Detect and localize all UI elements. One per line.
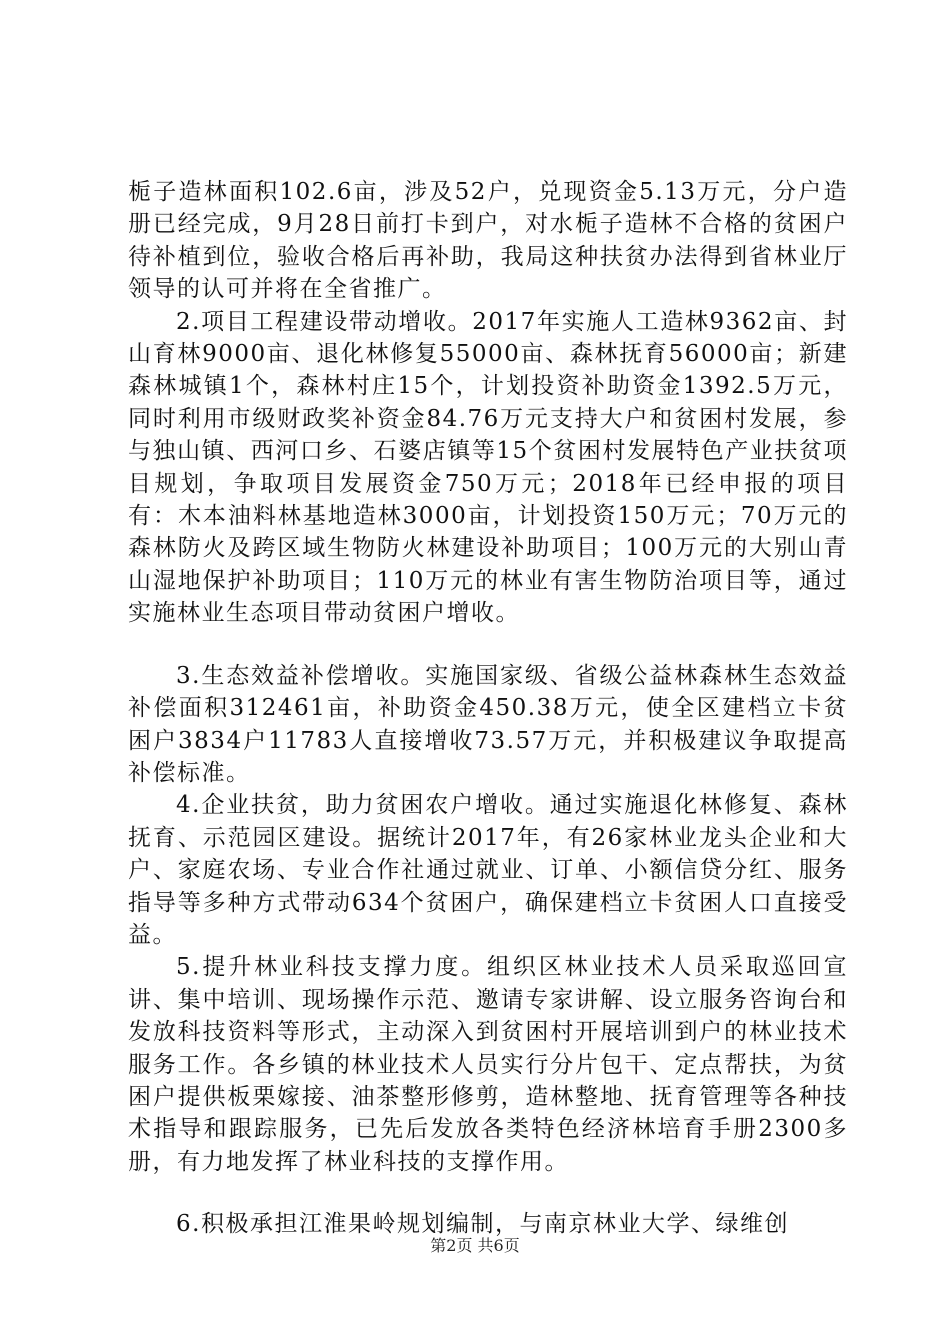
paragraph-ecological-compensation: 3.生态效益补偿增收。实施国家级、省级公益林森林生态效益补偿面积312461亩，补助资金450.38万元，使全区建档立卡贫困户3834户11783人直接增收73.57万元，并积极建议争取提高补偿标准。 bbox=[128, 662, 848, 786]
paragraph-project-construction: 2.项目工程建设带动增收。2017年实施人工造林9362亩、封山育林9000亩、退化林修复55000亩、森林抚育56000亩；新建森林城镇1个，森林村庄15个，计划投资补助资金1392.5万元，同时利用市级财政奖补资金84.76万元支持大户和贫困村发展，参与独山镇、西河口乡、石婆店镇等15个贫困村发展特色产业扶贫项目规划，争取项目发展资金750万元；2018年已经申报的项目有：木本油料林基地造林3000亩，计划投资150万元；70万元的森林防火及跨区域生物防火林建设补助项目；100万元的大别山青山湿地保护补助项目；110万元的林业有害生物防治项目等，通过实施林业生态项目带动贫困户增收。 bbox=[128, 308, 848, 627]
page-number-footer: 第2页 共6页 bbox=[430, 1236, 520, 1255]
paragraph-planning-compilation: 6.积极承担江淮果岭规划编制，与南京林业大学、绿维创 bbox=[176, 1211, 789, 1238]
paragraph-forestry-technology: 5.提升林业科技支撑力度。组织区林业技术人员采取巡回宣讲、集中培训、现场操作示范、邀请专家讲解、设立服务咨询台和发放科技资料等形式，主动深入到贫困村开展培训到户的林业技术服务工作。各乡镇的林业技术人员实行分片包干、定点帮扶，为贫困户提供板栗嫁接、油茶整形修剪，造林整地、抚育管理等各种技术指导和跟踪服务，已先后发放各类特色经济林培育手册2300多册，有力地发挥了林业科技的支撑作用。 bbox=[128, 954, 848, 1175]
paragraph-enterprise-poverty-alleviation: 4.企业扶贫，助力贫困农户增收。通过实施退化林修复、森林抚育、示范园区建设。据统计2017年，有26家林业龙头企业和大户、家庭农场、专业合作社通过就业、订单、小额信贷分红、服务指导等多种方式带动634个贫困户，确保建档立卡贫困人口直接受益。 bbox=[128, 792, 848, 948]
document-body bbox=[128, 176, 848, 1241]
paragraph-continued-gardenia: 栀子造林面积102.6亩，涉及52户，兑现资金5.13万元，分户造册已经完成，9月28日前打卡到户，对水栀子造林不合格的贫困户待补植到位，验收合格后再补助，我局这种扶贫办法得到省林业厅领导的认可并将在全省推广。 bbox=[128, 179, 848, 303]
